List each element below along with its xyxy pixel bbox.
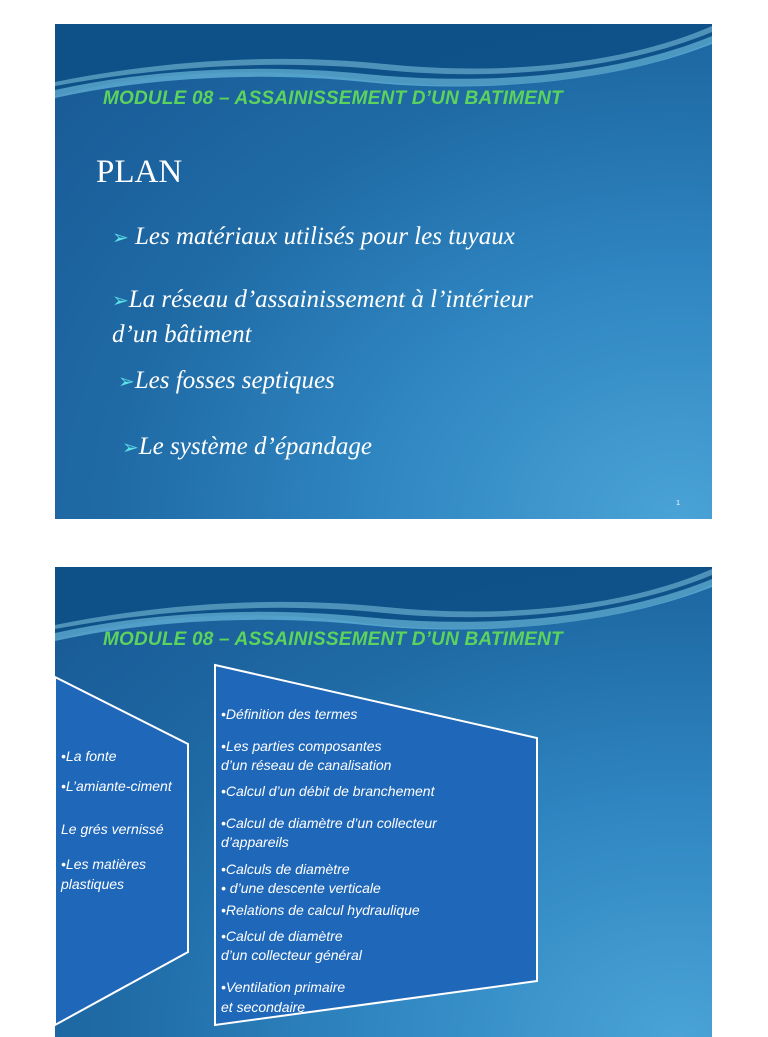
bullet-text: La réseau d’assainissement à l’intérieur: [128, 286, 533, 313]
slide-1: [55, 24, 712, 519]
list-item-collecteur-line2: d’appareils: [221, 834, 289, 850]
list-item-parties-line2: d’un réseau de canalisation: [221, 757, 392, 773]
arrow-bullet-icon: ➢: [122, 437, 139, 459]
bullet-text: Les matériaux utilisés pour les tuyaux: [135, 223, 515, 250]
bullet-fosses: [118, 364, 335, 399]
list-item-ventilation-line2: et secondaire: [221, 999, 306, 1015]
list-item-collecteur: •Calcul de diamètre d’un collecteur: [221, 815, 437, 831]
plan-heading: PLAN: [96, 154, 183, 190]
list-item-debit: •Calcul d’un débit de branchement: [221, 783, 435, 799]
list-item-descente: • d’une descente verticale: [221, 880, 381, 896]
list-item-relations: •Relations de calcul hydraulique: [221, 902, 420, 918]
bullet-materiaux: [112, 220, 515, 255]
arrow-bullet-icon: ➢: [112, 227, 129, 249]
bullet-text-line2: d’un bâtiment: [112, 321, 252, 348]
module-title: MODULE 08 – ASSAINISSEMENT D’UN BATIMENT: [103, 629, 563, 650]
list-item-definition: •Définition des termes: [221, 706, 358, 722]
bullet-text: Le système d’épandage: [138, 433, 373, 460]
bullet-text: Les fosses septiques: [134, 367, 335, 394]
diagram-shapes: [55, 567, 712, 1037]
left-trapezoid: [55, 677, 188, 1025]
list-item-fonte: •La fonte: [61, 748, 117, 764]
list-item-calculs: •Calculs de diamètre: [221, 861, 350, 877]
list-item-ventilation: •Ventilation primaire: [221, 979, 346, 995]
list-item-plastiques: plastiques: [61, 876, 125, 892]
module-title: MODULE 08 – ASSAINISSEMENT D’UN BATIMENT: [103, 88, 563, 109]
list-item-matieres: •Les matières: [61, 856, 147, 872]
arrow-bullet-icon: ➢: [112, 290, 129, 312]
list-item-collecteur-general: •Calcul de diamètre: [221, 928, 343, 944]
list-item-parties: •Les parties composantes: [221, 738, 382, 754]
list-item-collecteur-general-line2: d’un collecteur général: [221, 947, 362, 963]
bullet-reseau: [112, 283, 533, 351]
list-item-amiante: •L’amiante-ciment: [61, 778, 172, 794]
bullet-epandage: [122, 430, 372, 465]
slide-2: [55, 567, 712, 1037]
slide-number: 1: [676, 500, 680, 507]
arrow-bullet-icon: ➢: [118, 371, 135, 393]
list-item-gres: Le grés vernissé: [61, 821, 164, 837]
